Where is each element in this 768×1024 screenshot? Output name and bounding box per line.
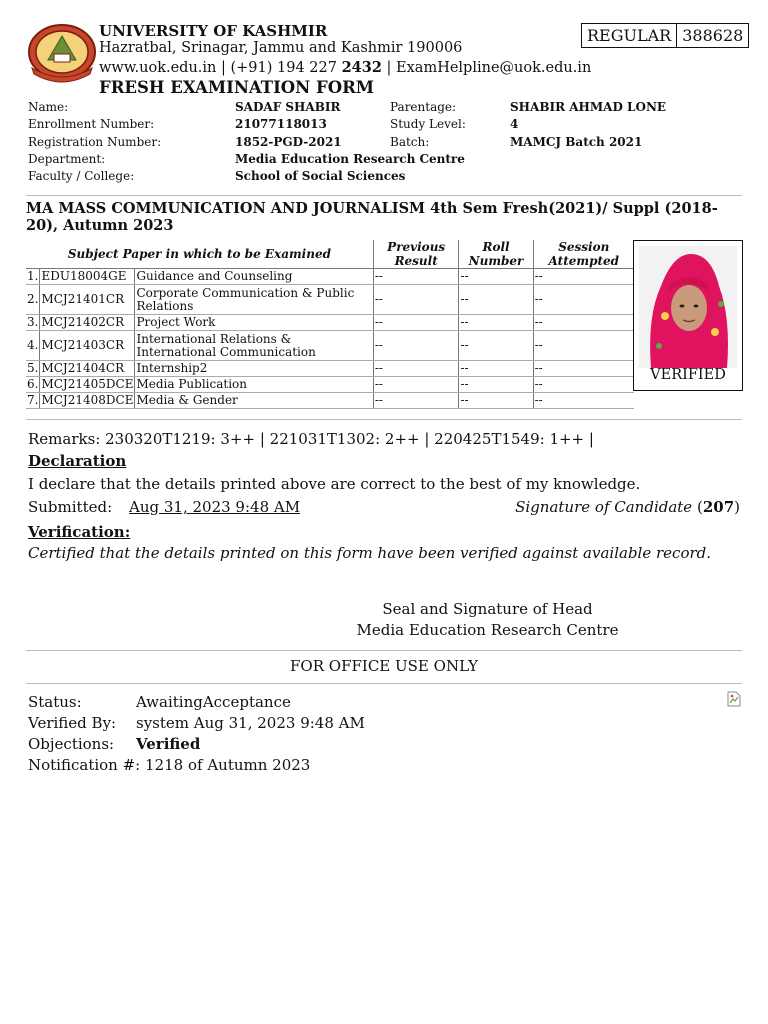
table-row: 2. MCJ21401CR Corporate Communication & Public Relations -- -- -- [26,285,634,315]
col-subject: Subject Paper in which to be Examined [26,240,373,269]
table-row: 4. MCJ21403CR International Relations & International Communication -- -- -- [26,331,634,361]
submitted-date: Aug 31, 2023 9:48 AM [129,498,301,516]
divider [26,683,742,684]
student-info [28,100,748,186]
submitted-label: Submitted: [28,498,113,516]
table-row: 6. MCJ21405DCE Media Publication -- -- -- [26,377,634,393]
university-address: Hazratbal, Srinagar, Jammu and Kashmir 190006 [99,40,463,56]
objections-row: Objections: Verified [28,735,201,753]
declaration-heading: Declaration [28,452,127,470]
divider [26,195,742,196]
verified-by-row: Verified By: system Aug 31, 2023 9:48 AM [28,714,365,732]
info-row: Registration Number: 1852-PGD-2021 Batch: MAMCJ Batch 2021 [28,134,643,149]
photo-verified-label: VERIFIED [650,367,726,383]
info-row: Enrollment Number: 21077118013 Study Level: 4 [28,117,519,132]
university-logo [24,22,100,84]
table-row: 7. MCJ21408DCE Media & Gender -- -- -- [26,393,634,409]
table-row: 3. MCJ21402CR Project Work -- -- -- [26,315,634,331]
info-row: Faculty / College: School of Social Sciences [28,169,406,184]
subject-table [26,240,634,409]
col-previous-result: Previous Result [373,240,459,269]
table-header-row [26,240,634,269]
seal-line-1: Seal and Signature of Head [382,600,593,618]
seal-line-2: Media Education Research Centre [356,621,619,639]
remarks: Remarks: 230320T1219: 3++ | 221031T1302: 2++ | 220425T1549: 1++ | [28,430,594,448]
form-title: FRESH EXAMINATION FORM [99,78,375,97]
candidate-signature: Signature of Candidate (207) [515,498,740,516]
col-roll-number: Roll Number [459,240,533,269]
candidate-photo-box [633,240,743,391]
office-use-heading: FOR OFFICE USE ONLY [290,657,478,675]
info-row: Name: SADAF SHABIR Parentage: SHABIR AHMAD LONE [28,100,667,114]
form-number-box [581,23,749,48]
verification-heading: Verification: [28,523,131,541]
candidate-photo [639,246,737,368]
broken-image-icon [727,691,741,707]
status-value: AwaitingAcceptance [136,693,291,711]
form-number: 388628 [676,24,748,47]
col-session-attempted: Session Attempted [533,240,634,269]
divider [26,650,742,651]
divider [26,419,742,420]
notification-row: Notification #: 1218 of Autumn 2023 [28,756,311,774]
course-title: MA MASS COMMUNICATION AND JOURNALISM 4th Sem Fresh(2021)/ Suppl (2018-20), Autumn 2023 [26,200,718,234]
verification-text: Certified that the details printed on this form have been verified against available record. [28,544,712,562]
info-row: Department: Media Education Research Centre [28,151,465,166]
university-contact: www.uok.edu.in | (+91) 194 227 2432 | ExamHelpline@uok.edu.in [99,59,592,76]
university-name: UNIVERSITY OF KASHMIR [99,22,328,40]
table-row: 1. EDU18004GE Guidance and Counseling -- -- -- [26,269,634,285]
status-row: Status: AwaitingAcceptance [28,693,291,711]
declaration-text: I declare that the details printed above are correct to the best of my knowledge. [28,475,641,493]
table-row: 5. MCJ21404CR Internship2 -- -- -- [26,361,634,377]
form-type: REGULAR [587,26,672,45]
